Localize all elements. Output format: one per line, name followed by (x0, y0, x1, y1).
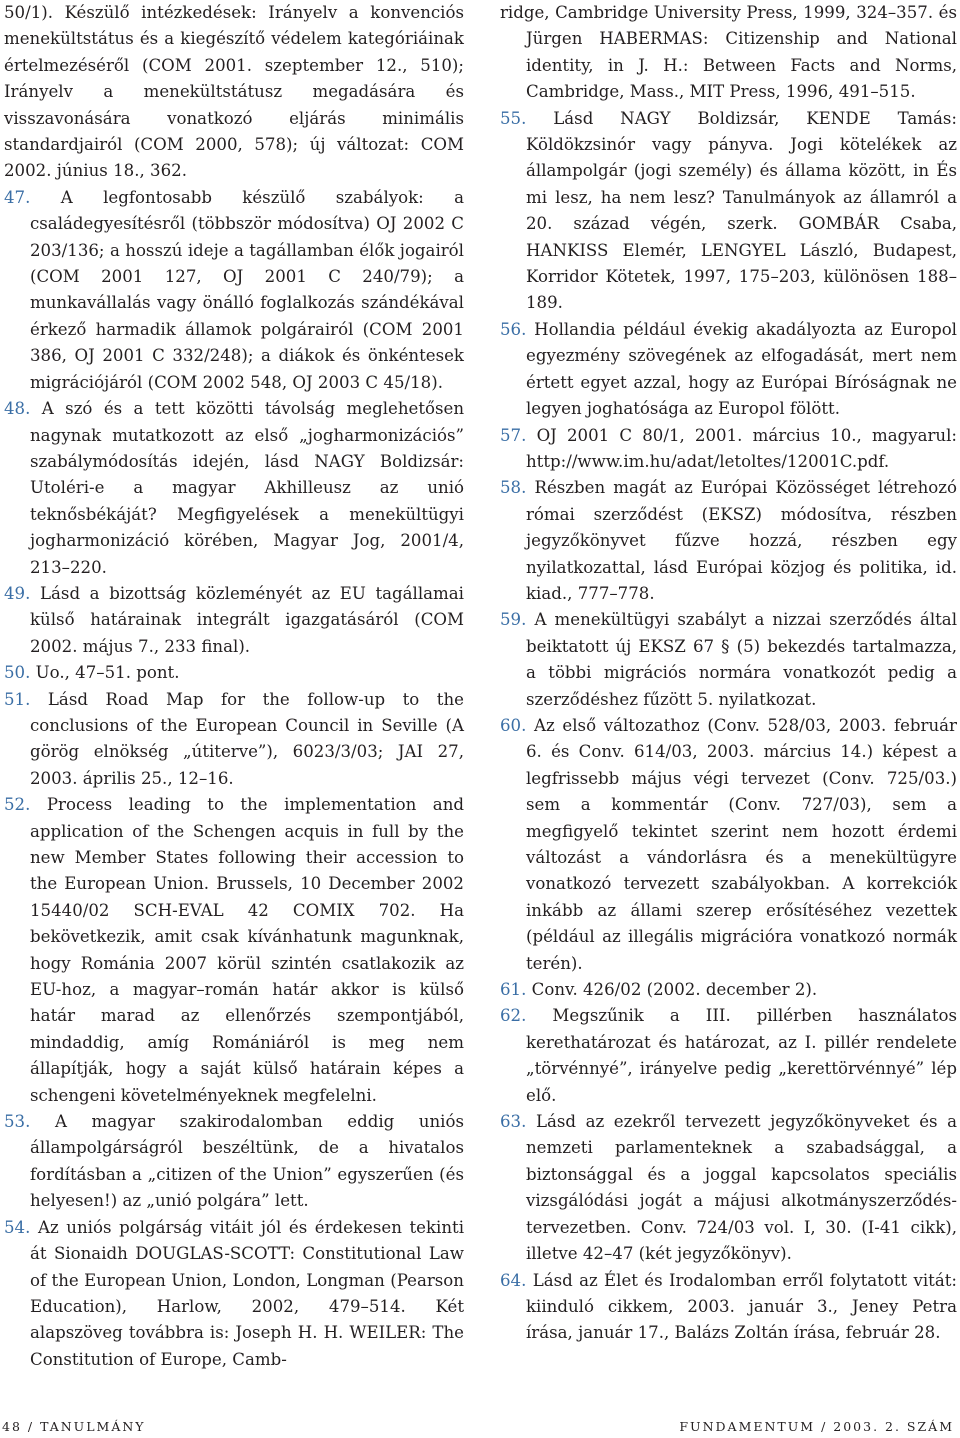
footnote-text: Megszűnik a III. pillérben használatos kerethatározat és határozat, az I. pillér rendelete „törvénnyé”, irányelve pedig „kerettörvénnyé” lép elő. (526, 1006, 957, 1105)
footnote-61 (500, 977, 957, 1003)
footnote-text: Hollandia például évekig akadályozta az Europol egyezmény szövegének az elfogadását, mert nem értett egyet azzal, hogy az Európai Bíróságnak ne legyen joghatósága az Europol fölött. (526, 319, 957, 419)
footnote-text: 50/1). Készülő intézkedések: Irányelv a konvenciós menekültstátus és a kiegészítő védelem kategóriáinak értelmezéséről (COM 2001. szeptember 12., 510); Irányelv a menekültstátusz megadására és visszavonására vonatkozó eljárás minimális standardjairól (COM 2000, 578); új változat: COM 2002. június 18., 362. (4, 3, 464, 181)
footnote-text: OJ 2001 C 80/1, 2001. március 10., magyarul: http://www.im.hu/adat/letoltes/12001C.pdf. (526, 425, 957, 471)
left-column (4, 0, 464, 1373)
footnote-number: 63. (500, 1112, 527, 1132)
footnote-number: 57. (500, 425, 527, 445)
running-footer-left: 48 / TANULMÁNY (2, 1419, 146, 1434)
footnote-text: Részben magát az Európai Közösséget létrehozó római szerződést (EKSZ) módosítva, részben jegyzőkönyvet fűzve hozzá, részben egy nyilatkozattal, lásd Európai közjog és politika, id. kiad., 777–778. (526, 478, 957, 603)
footnote-53 (4, 1109, 464, 1215)
footnote-text: Lásd az ezekről tervezett jegyzőkönyveket és a nemzeti parlamenteknek a szabadsággal, a biztonsággal és a joggal kapcsolatos speciális vizsgálódási jogát a májusi alkotmányszerződés-tervezetben. Conv. 724/03 vol. I, 30. (I-41 cikk), illetve 42–47 (két jegyzőkönyv). (526, 1112, 957, 1264)
footnote-text: A legfontosabb készülő szabályok: a családegyesítésről (többször módosítva) OJ 2002 C 203/136; a hosszú ideje a tagállamban élők jogairól (COM 2001 127, OJ 2001 C 240/79); a munkavállalás vagy önálló foglalkozás szándékával érkező harmadik államok polgárairól (COM 2001 386, OJ 2001 C 332/248); a diákok és önkéntesek migrációjáról (COM 2002 548, OJ 2003 C 45/18). (30, 187, 464, 392)
footnote-number: 58. (500, 478, 527, 498)
footnote-number: 53. (4, 1112, 31, 1132)
footnote-number: 59. (500, 610, 527, 630)
footnote-number: 62. (500, 1006, 527, 1026)
footnote-text: Process leading to the implementation and application of the Schengen acquis in full by the new Member States following their accession to the European Union. Brussels, 10 December 2002 15440/02 SCH-EVAL 42 COMIX 702. Ha bekövetkezik, amit csak kívánhatunk magunknak, hogy Románia 2007 körül szintén csatlakozik az EU-hoz, a magyar–román határ akkor is külső határ marad az ellenőrzés szempontjából, mindaddig, amíg Romániáról is meg nem állapítják, hogy a saját külső határain képes a schengeni követelményeknek megfelelni. (30, 795, 465, 1105)
footnote-text: Lásd az Élet és Irodalomban erről folytatott vitát: kiinduló cikkem, 2003. január 3., Jeney Petra írása, január 17., Balázs Zoltán írása, február 28. (526, 1270, 957, 1343)
footnote-continuation (4, 0, 464, 185)
footnote-text: A szó és a tett közötti távolság meglehetősen nagynak mutatkozott az első „jogharmonizációs” szabálymódosítás idején, lásd NAGY Boldizsár: Utoléri-e a magyar Akhilleusz az unió teknősbékáját? Megfigyelések a menekültügyi jogharmonizáció körében, Magyar Jog, 2001/4, 213–220. (30, 399, 465, 577)
footnote-57 (500, 423, 957, 476)
footnote-number: 64. (500, 1270, 527, 1290)
footnote-49 (4, 581, 464, 660)
footnote-text: A magyar szakirodalomban eddig uniós állampolgárságról beszéltünk, de a hivatalos fordításban a „citizen of the Union” egyszerűen (és helyesen!) az „unió polgára” lett. (30, 1112, 464, 1211)
footnote-number: 54. (4, 1217, 31, 1237)
footnote-55 (500, 106, 957, 317)
footnote-48 (4, 396, 464, 581)
footnote-number: 55. (500, 108, 527, 128)
footnote-text: Lásd a bizottság közleményét az EU tagállamai külső határainak integrált igazgatásáról (COM 2002. május 7., 233 final). (30, 583, 464, 656)
footnote-text: Conv. 426/02 (2002. december 2). (531, 980, 818, 1000)
footnote-50 (4, 660, 464, 686)
footnote-number: 52. (4, 795, 31, 815)
footnote-number: 47. (4, 187, 31, 207)
right-column (500, 0, 957, 1347)
footnote-number: 48. (4, 399, 31, 419)
footnote-number: 50. (4, 663, 31, 683)
footnote-59 (500, 607, 957, 713)
footnote-56 (500, 317, 957, 423)
footnote-number: 60. (500, 715, 527, 735)
footnote-52 (4, 792, 464, 1109)
footnote-47 (4, 185, 464, 396)
footnote-text: A menekültügyi szabályt a nizzai szerződés által beiktatott új EKSZ 67 § (5) bekezdés tartalmazza, a többi migrációs normára vonatkozót pedig a szerződéshez fűzött 5. nyilatkozat. (526, 610, 957, 709)
footnote-text: Az uniós polgárság vitáit jól és érdekesen tekinti át Sionaidh DOUGLAS-SCOTT: Constitutional Law of the European Union, London, Longman (Pearson Education), Harlow, 2002, 479–514. Két alapszöveg továbbra is: Joseph H. H. WEILER: The Constitution of Europe, Camb- (30, 1217, 464, 1369)
footnote-63 (500, 1109, 957, 1267)
footnote-text: Az első változathoz (Conv. 528/03, 2003. február 6. és Conv. 614/03, 2003. március 14.) képest a legfrissebb május végi tervezet (Conv. 725/03.) sem a kommentár (Conv. 727/03), sem a megfigyelő tekintet szerint nem hozott érdemi változást a vándorlásra és a menekültügyre vonatkozó tervezett szabályokban. A korrekciók inkább az állami szerep erősítéséhez vezettek (például az illegális migrációra vonatkozó normák terén). (526, 715, 957, 973)
footnote-54 (4, 1215, 464, 1373)
footnote-text: Lásd NAGY Boldizsár, KENDE Tamás: Köldökzsinór vagy pányva. Jogi kötelékek az állampolgár (jogi személy) és állama között, in És mi lesz, ha nem lesz? Tanulmányok az államról a 20. század végén, szerk. GOMBÁR Csaba, HANKISS Elemér, LENGYEL László, Budapest, Korridor Kötetek, 1997, 175–203, különösen 188–189. (526, 108, 957, 313)
footnote-text: ridge, Cambridge University Press, 1999, 324–357. és Jürgen HABERMAS: Citizenship and National identity, in J. H.: Between Facts and Norms, Cambridge, Mass., MIT Press, 1996, 491–515. (500, 3, 957, 102)
footnote-number: 51. (4, 689, 31, 709)
footnote-number: 49. (4, 583, 31, 603)
footnote-51 (4, 687, 464, 793)
footnote-text: Lásd Road Map for the follow-up to the conclusions of the European Council in Seville (A görög elnökség „útiterve”), 6023/3/03; JAI 27, 2003. április 25., 12–16. (30, 689, 464, 788)
footnote-60 (500, 713, 957, 977)
running-footer-right: FUNDAMENTUM / 2003. 2. SZÁM (679, 1419, 954, 1434)
footnote-62 (500, 1003, 957, 1109)
footnote-continuation (500, 0, 957, 106)
footnote-64 (500, 1268, 957, 1347)
footnote-58 (500, 475, 957, 607)
footnote-text: Uo., 47–51. pont. (35, 663, 180, 683)
footnote-number: 56. (500, 319, 527, 339)
footnote-number: 61. (500, 980, 527, 1000)
